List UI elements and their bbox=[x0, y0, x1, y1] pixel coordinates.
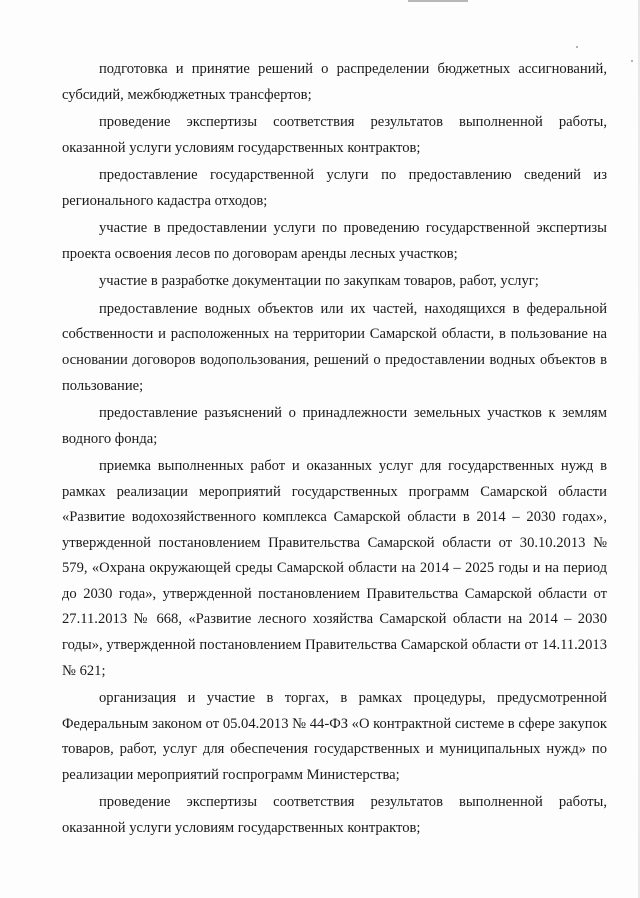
paragraph: проведение экспертизы соответствия результатов выполненной работы, оказанной услуги условиям государственных контрактов; bbox=[62, 794, 607, 836]
scan-edge-mark bbox=[408, 0, 468, 2]
paragraph: организация и участие в торгах, в рамках процедуры, предусмотренной Федеральным законом от 05.04.2013 № 44-ФЗ «О контрактной системе в сфере закупок товаров, работ, услуг для обеспечения государственных и муниципальных нужд» по реализации мероприятий госпрограмм Министерства; bbox=[62, 690, 607, 783]
paragraph: приемка выполненных работ и оказанных услуг для государственных нужд в рамках реализации мероприятий государственных программ Самарской области «Развитие водохозяйственного комплекса Самарской области в 2014 – 2030 годах», утвержденной постановлением Правительства Самарской области от 30.10.2013 № 579, «Охрана окружающей среды Самарской области на 2014 – 2025 годы и на период до 2030 года», утвержденной постановлением Правительства Самарской области от 27.11.2013 № 668, «Развитие лесного хозяйства Самарской области на 2014 – 2030 годы», утвержденной постановлением Правительства Самарской области от 14.11.2013 № 621; bbox=[62, 458, 607, 679]
document-body bbox=[62, 57, 607, 841]
paragraph: участие в предоставлении услуги по проведению государственной экспертизы проекта освоения лесов по договорам аренды лесных участков; bbox=[62, 220, 607, 262]
paragraph: проведение экспертизы соответствия результатов выполненной работы, оказанной услуги условиям государственных контрактов; bbox=[62, 114, 607, 156]
paragraph: предоставление государственной услуги по предоставлению сведений из регионального кадастра отходов; bbox=[62, 167, 607, 209]
paragraph: предоставление разъяснений о принадлежности земельных участков к землям водного фонда; bbox=[62, 405, 607, 447]
paragraph: участие в разработке документации по закупкам товаров, работ, услуг; bbox=[99, 273, 539, 290]
scan-speck bbox=[576, 46, 578, 48]
scan-speck bbox=[631, 60, 633, 62]
paragraph: подготовка и принятие решений о распределении бюджетных ассигнований, субсидий, межбюджетных трансфертов; bbox=[62, 61, 607, 103]
paragraph: предоставление водных объектов или их частей, находящихся в федеральной собственности и расположенных на территории Самарской области, в пользование на основании договоров водопользования, решений о предоставлении водных объектов в пользование; bbox=[62, 300, 607, 394]
